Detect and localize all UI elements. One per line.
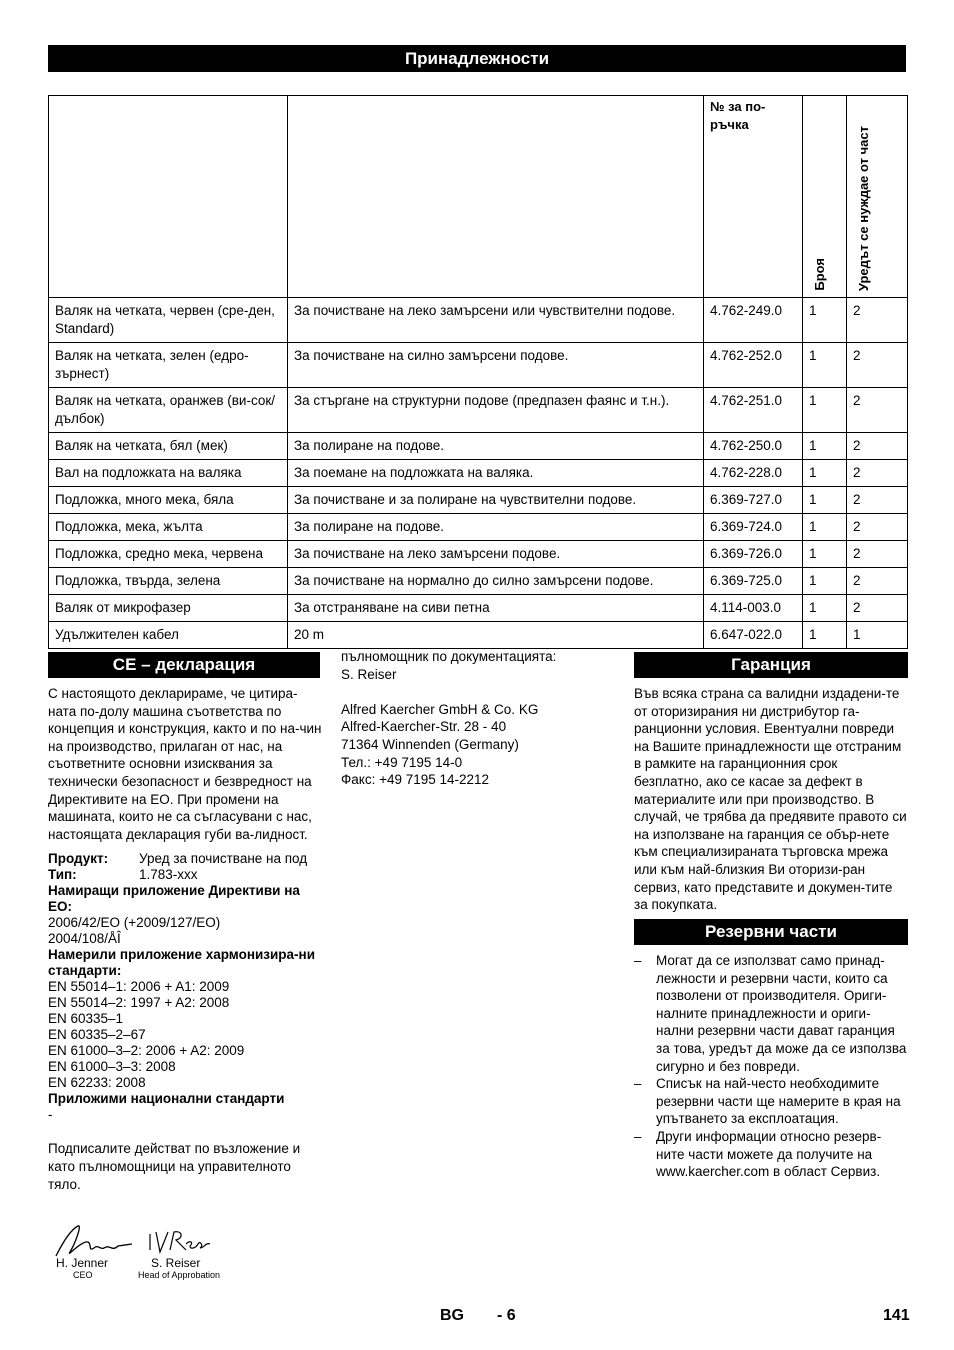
company-name: Alfred Kaercher GmbH & Co. KG <box>341 701 539 717</box>
cell-order-no: 6.369-724.0 <box>704 514 803 541</box>
cell-order-no: 4.114-003.0 <box>704 595 803 622</box>
table-header-row <box>49 96 908 298</box>
cell-device-needs: 2 <box>847 568 908 595</box>
list-item: – Могат да се използват само принад-лежности и резервни части, които са позволени от производителя. Ориги-налните принадлежности и ориги-нални резервни части дават гаранция за това, уредът да може да се използва сигурно и без повреди. <box>634 952 908 1075</box>
table-row <box>49 514 908 541</box>
cell-order-no: 4.762-252.0 <box>704 343 803 388</box>
documentation-contact <box>341 648 611 789</box>
table-row <box>49 595 908 622</box>
cell-device-needs: 2 <box>847 343 908 388</box>
cell-device-needs: 2 <box>847 487 908 514</box>
header-device-needs-label: Уредът се нуждае от част <box>856 125 871 291</box>
cell-device-needs: 2 <box>847 298 908 343</box>
signatories-text: Подписалите действат по възложение и като пълномощници на управителното тяло. <box>48 1141 301 1192</box>
list-item: – Списък на най-често необходимите резервни части ще намерите в края на упътването за експлоатация. <box>634 1075 908 1128</box>
cell-device-needs: 2 <box>847 595 908 622</box>
standard-item: EN 61000–3–3: 2008 <box>48 1059 176 1075</box>
cell-name: Вал на подложката на валяка <box>49 460 288 487</box>
standard-item: EN 62233: 2008 <box>48 1075 146 1091</box>
table-row <box>49 622 908 649</box>
cell-name: Валяк от микрофазер <box>49 595 288 622</box>
cell-description: За почистване и за полиране на чувствителни подове. <box>288 487 704 514</box>
spare-parts-heading: Резервни части <box>634 919 908 945</box>
cell-description: 20 m <box>288 622 704 649</box>
cell-name: Подложка, мека, жълта <box>49 514 288 541</box>
table-row <box>49 568 908 595</box>
signer2-role: Head of Approbation <box>138 1270 221 1280</box>
cell-description: За почистване на леко замърсени или чувствителни подове. <box>288 298 704 343</box>
cell-description: За полиране на подове. <box>288 514 704 541</box>
cell-quantity: 1 <box>803 460 847 487</box>
footer-language: BG <box>440 1307 464 1324</box>
cell-quantity: 1 <box>803 514 847 541</box>
cell-quantity: 1 <box>803 541 847 568</box>
warranty-heading: Гаранция <box>634 652 908 678</box>
cell-description: За полиране на подове. <box>288 433 704 460</box>
cell-quantity: 1 <box>803 388 847 433</box>
accessories-table <box>48 95 908 649</box>
cell-order-no: 6.647-022.0 <box>704 622 803 649</box>
list-item: – Други информации относно резерв-ните части можете да получите на www.kaercher.com в област Сервиз. <box>634 1128 908 1181</box>
cell-description: За почистване на леко замърсени подове. <box>288 541 704 568</box>
cell-quantity: 1 <box>803 487 847 514</box>
footer-local-page: - 6 <box>497 1307 516 1324</box>
cell-description: За почистване на нормално до силно замърсени подове. <box>288 568 704 595</box>
type-value: 1.783-xxx <box>139 867 198 883</box>
doc-rep-label: пълномощник по документацията: <box>341 649 557 664</box>
cell-description: За отстраняване на сиви петна <box>288 595 704 622</box>
standard-item: EN 55014–1: 2006 + A1: 2009 <box>48 979 230 995</box>
table-row <box>49 343 908 388</box>
cell-quantity: 1 <box>803 433 847 460</box>
page-title: Принадлежности <box>48 45 906 72</box>
directives-label: Намиращи приложение Директиви на ЕО: <box>48 883 300 915</box>
cell-order-no: 4.762-251.0 <box>704 388 803 433</box>
cell-name: Валяк на четката, бял (мек) <box>49 433 288 460</box>
cell-device-needs: 2 <box>847 460 908 487</box>
standards-label: Намерили приложение хармонизира-ни стандарти: <box>48 947 316 979</box>
company-street: Alfred-Kaercher-Str. 28 - 40 <box>341 719 507 735</box>
product-label: Продукт: <box>48 851 109 867</box>
cell-name: Удължителен кабел <box>49 622 288 649</box>
cell-description: За поемане на подложката на валяка. <box>288 460 704 487</box>
header-description <box>288 96 704 298</box>
footer-page-number: 141 <box>883 1307 910 1324</box>
signature-jenner <box>52 1222 134 1260</box>
cell-order-no: 4.762-249.0 <box>704 298 803 343</box>
header-quantity-label: Броя <box>812 258 827 291</box>
header-order-no: № за по-ръчка <box>704 96 803 298</box>
cell-order-no: 6.369-726.0 <box>704 541 803 568</box>
company-phone: Тел.: +49 7195 14-0 <box>341 754 463 770</box>
cell-device-needs: 1 <box>847 622 908 649</box>
cell-description: За почистване на силно замърсени подове. <box>288 343 704 388</box>
spare-parts-list <box>634 952 908 1181</box>
company-fax: Факс: +49 7195 14-2212 <box>341 772 490 788</box>
doc-rep-name: S. Reiser <box>341 666 397 682</box>
cell-description: За стъргане на структурни подове (предпазен фаянс и т.н.). <box>288 388 704 433</box>
signer1-role: CEO <box>73 1270 93 1280</box>
type-row <box>48 867 323 883</box>
cell-quantity: 1 <box>803 568 847 595</box>
product-value: Уред за почистване на под <box>139 851 308 867</box>
standard-item: EN 55014–2: 1997 + A2: 2008 <box>48 995 230 1011</box>
cell-quantity: 1 <box>803 343 847 388</box>
cell-quantity: 1 <box>803 622 847 649</box>
cell-name: Подложка, средно мека, червена <box>49 541 288 568</box>
product-row <box>48 851 323 867</box>
directive-item: 2006/42/EO (+2009/127/EO) <box>48 915 221 931</box>
table-row <box>49 388 908 433</box>
cell-device-needs: 2 <box>847 388 908 433</box>
ce-intro: С настоящото декларираме, че цитира-ната по-долу машина съответства по концепция и конструкция, както и по на-чин на производство, прилаган от нас, на съответните основни изисквания за технически безопасност и безвредност на Директивите на ЕО. При промени на машината, които не са съгласувани с нас, настоящата декларация губи ва-лидност. <box>48 686 322 842</box>
cell-order-no: 4.762-250.0 <box>704 433 803 460</box>
signer2-name: S. Reiser <box>151 1256 201 1270</box>
standard-item: EN 60335–2–67 <box>48 1027 146 1043</box>
cell-device-needs: 2 <box>847 433 908 460</box>
standard-item: EN 61000–3–2: 2006 + A2: 2009 <box>48 1043 245 1059</box>
cell-device-needs: 2 <box>847 541 908 568</box>
company-city: 71364 Winnenden (Germany) <box>341 736 519 752</box>
table-row <box>49 460 908 487</box>
ce-declaration-body <box>48 685 323 1193</box>
signer1-name: H. Jenner <box>56 1256 109 1270</box>
header-device-needs <box>847 96 908 298</box>
header-quantity <box>803 96 847 298</box>
type-label: Тип: <box>48 867 77 883</box>
directive-item: 2004/108/ÅÎ <box>48 931 121 947</box>
cell-name: Валяк на четката, червен (сре-ден, Standard) <box>49 298 288 343</box>
ce-declaration-heading: CE – декларация <box>48 652 320 678</box>
cell-device-needs: 2 <box>847 514 908 541</box>
cell-order-no: 4.762-228.0 <box>704 460 803 487</box>
cell-name: Подложка, твърда, зелена <box>49 568 288 595</box>
cell-name: Валяк на четката, зелен (едро-зърнест) <box>49 343 288 388</box>
cell-quantity: 1 <box>803 298 847 343</box>
national-standards-value: - <box>48 1107 53 1123</box>
header-name <box>49 96 288 298</box>
table-row <box>49 487 908 514</box>
cell-name: Валяк на четката, оранжев (ви-сок/дълбок) <box>49 388 288 433</box>
cell-order-no: 6.369-725.0 <box>704 568 803 595</box>
table-row <box>49 541 908 568</box>
table-row <box>49 433 908 460</box>
cell-order-no: 6.369-727.0 <box>704 487 803 514</box>
standard-item: EN 60335–1 <box>48 1011 124 1027</box>
warranty-text: Във всяка страна са валидни издадени-те от оторизирания ни дистрибутор га-ранционни условия. Евентуални повреди на Вашите принадлежности ще отстраним в рамките на гаранционния срок безплатно, ако се касае за дефект в материалите или при производство. В случай, че трябва да предявите правото си на използване на гаранция се обър-нете към специализираната търговска мрежа или към най-близкия Ви оторизи-ран сервиз, като представите и докумен-тите за покупката. <box>634 686 907 913</box>
table-row <box>49 298 908 343</box>
cell-name: Подложка, много мека, бяла <box>49 487 288 514</box>
national-standards-label: Приложими национални стандарти <box>48 1091 285 1107</box>
cell-quantity: 1 <box>803 595 847 622</box>
signature-reiser <box>146 1228 214 1258</box>
